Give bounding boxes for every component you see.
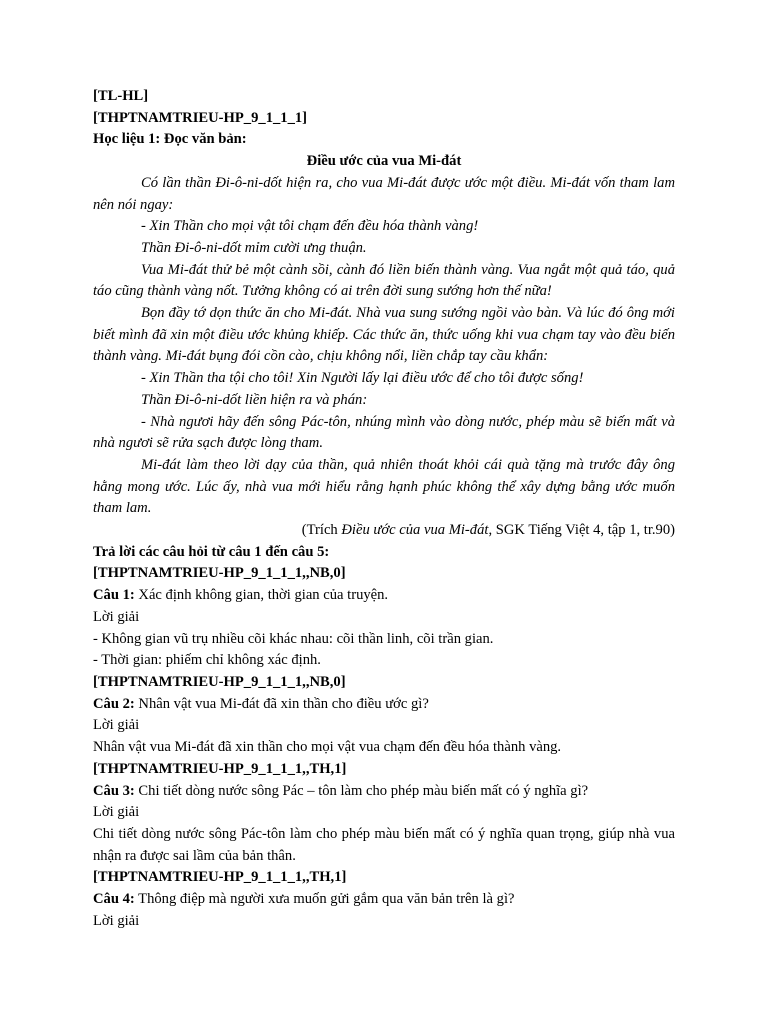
story-paragraph-5: Bọn đầy tớ dọn thức ăn cho Mi-đát. Nhà vua sung sướng ngồi vào bàn. Và lúc đó ông mới biết mình đã xin một điều ước khủng khiếp. Các thức ăn, thức uống khi vua chạm tay vào đều biến thành vàng. Mi-đát bụng đói cồn cào, chịu không nổi, liền chắp tay cầu khẩn: [93, 305, 675, 365]
question-text: Xác định không gian, thời gian của truyện. [134, 587, 389, 604]
tag-code: [THPTNAMTRIEU-HP_9_1_1_1] [93, 109, 308, 126]
question-tag: [THPTNAMTRIEU-HP_9_1_1_1,,NB,0] [93, 565, 346, 582]
question-text: Thông điệp mà người xưa muốn gửi gắm qua văn bản trên là gì? [134, 891, 515, 908]
question-text: Nhân vật vua Mi-đát đã xin thần cho điều ước gì? [134, 695, 429, 712]
story-paragraph-1: Có lần thần Đi-ô-ni-dốt hiện ra, cho vua Mi-đát được ước một điều. Mi-đát vốn tham lam nên nói ngay: [93, 174, 675, 213]
question-text: Chi tiết dòng nước sông Pác – tôn làm cho phép màu biến mất có ý nghĩa gì? [134, 782, 589, 799]
source-title: Điều ước của vua Mi-đát [341, 522, 489, 539]
story-title: Điều ước của vua Mi-đát [306, 153, 462, 170]
questions-intro: Trả lời các câu hỏi từ câu 1 đến câu 5: [93, 543, 330, 560]
story-source [93, 520, 675, 542]
story-paragraph-9: Mi-đát làm theo lời dạy của thần, quả nhiên thoát khỏi cái quà tặng mà trước đây ông hằng mong ước. Lúc ấy, nhà vua mới hiểu rằng hạnh phúc không thể xây dựng bằng ước muốn tham lam. [93, 456, 675, 517]
source-suffix: , SGK Tiếng Việt 4, tập 1, tr.90) [488, 522, 675, 539]
answer-line: - Không gian vũ trụ nhiều cõi khác nhau: cõi thần linh, cõi trần gian. [93, 630, 494, 647]
story-paragraph-2: - Xin Thần cho mọi vật tôi chạm đến đều hóa thành vàng! [141, 218, 479, 235]
answer-line: Chi tiết dòng nước sông Pác-tôn làm cho phép màu biến mất có ý nghĩa quan trọng, giúp nhà vua nhận ra được sai lầm của bản thân. [93, 825, 675, 864]
source-prefix: (Trích [301, 522, 342, 539]
document-page [93, 86, 675, 932]
question-tag: [THPTNAMTRIEU-HP_9_1_1_1,,TH,1] [93, 869, 347, 886]
question-tag: [THPTNAMTRIEU-HP_9_1_1_1,,NB,0] [93, 673, 346, 690]
answer-label: Lời giải [93, 912, 140, 929]
story-paragraph-4: Vua Mi-đát thử bẻ một cành sồi, cành đó liền biến thành vàng. Vua ngắt một quả táo, quả táo cũng thành vàng nốt. Tưởng không có ai trên đời sung sướng hơn thế nữa! [93, 261, 675, 300]
answer-label: Lời giải [93, 804, 140, 821]
story-paragraph-3: Thần Đi-ô-ni-dốt mỉm cười ưng thuận. [141, 239, 367, 256]
story-paragraph-8: - Nhà ngươi hãy đến sông Pác-tôn, nhúng mình vào dòng nước, phép màu sẽ biến mất và nhà ngươi sẽ rửa sạch được lòng tham. [93, 413, 675, 452]
answer-line: Nhân vật vua Mi-đát đã xin thần cho mọi vật vua chạm đến đều hóa thành vàng. [93, 739, 562, 756]
material-label: Học liệu 1: Đọc văn bản: [93, 131, 247, 148]
story-paragraph-7: Thần Đi-ô-ni-dốt liền hiện ra và phán: [141, 391, 368, 408]
question-label: Câu 1: [93, 587, 135, 604]
question-1 [93, 585, 675, 607]
answer-label: Lời giải [93, 717, 140, 734]
question-tag: [THPTNAMTRIEU-HP_9_1_1_1,,TH,1] [93, 760, 347, 777]
question-label: Câu 3: [93, 782, 135, 799]
question-3 [93, 781, 675, 803]
question-label: Câu 4: [93, 891, 135, 908]
story-paragraph-6: - Xin Thần tha tội cho tôi! Xin Người lấy lại điều ước để cho tôi được sống! [141, 370, 584, 387]
question-label: Câu 2: [93, 695, 135, 712]
answer-line: - Thời gian: phiếm chỉ không xác định. [93, 652, 321, 669]
answer-label: Lời giải [93, 608, 140, 625]
question-4 [93, 889, 675, 911]
tag-tl-hl: [TL-HL] [93, 88, 149, 104]
question-2 [93, 694, 675, 716]
